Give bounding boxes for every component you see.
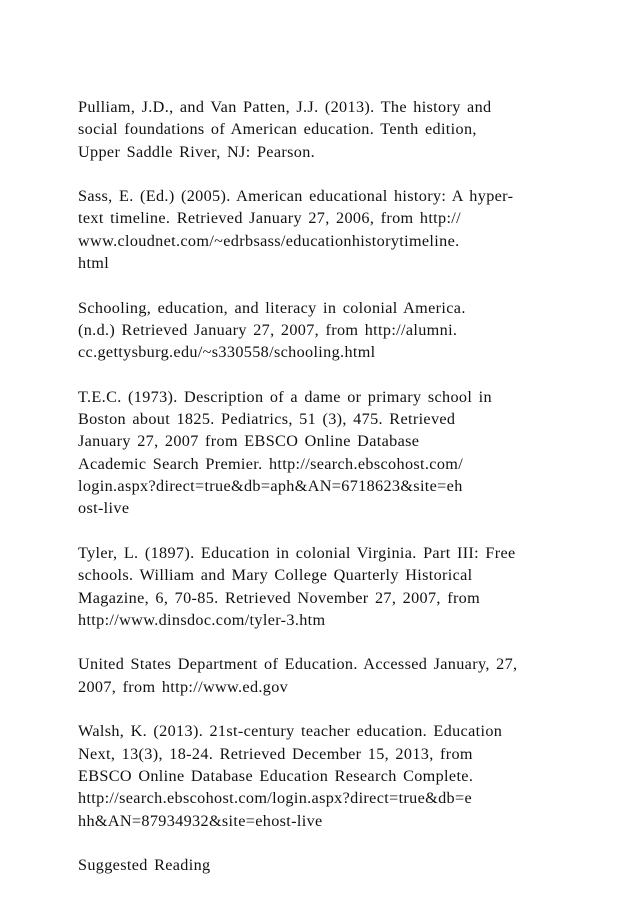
- reference-entry: [78, 653, 558, 698]
- reference-line: Walsh, K. (2013). 21st-century teacher education. Education: [78, 722, 503, 741]
- section-heading: Suggested Reading: [78, 856, 211, 875]
- reference-line: html: [78, 254, 110, 273]
- reference-line: T.E.C. (1973). Description of a dame or primary school in: [78, 387, 492, 406]
- reference-entry: [78, 185, 558, 274]
- reference-entry: [78, 720, 558, 831]
- reference-entry: [78, 96, 558, 163]
- reference-line: login.aspx?direct=true&db=aph&AN=6718623&site=eh: [78, 477, 463, 496]
- reference-line: Tyler, L. (1897). Education in colonial Virginia. Part III: Free: [78, 543, 516, 562]
- reference-line: United States Department of Education. Accessed January, 27,: [78, 655, 518, 674]
- reference-line: hh&AN=87934932&site=ehost-live: [78, 811, 323, 830]
- reference-line: ost-live: [78, 499, 130, 518]
- reference-line: Pulliam, J.D., and Van Patten, J.J. (2013). The history and: [78, 98, 492, 116]
- reference-line: Academic Search Premier. http://search.ebscohost.com/: [78, 454, 464, 473]
- reference-entry: [78, 386, 558, 520]
- reference-line: January 27, 2007 from EBSCO Online Database: [78, 432, 420, 451]
- reference-entry: [78, 542, 558, 631]
- reference-entry: [78, 297, 558, 364]
- reference-line: cc.gettysburg.edu/~s330558/schooling.html: [78, 343, 376, 362]
- reference-line: Next, 13(3), 18-24. Retrieved December 15, 2013, from: [78, 744, 473, 763]
- reference-line: www.cloudnet.com/~edrbsass/educationhistorytimeline.: [78, 231, 460, 250]
- reference-line: Schooling, education, and literacy in colonial America.: [78, 298, 466, 317]
- reference-line: Boston about 1825. Pediatrics, 51 (3), 475. Retrieved: [78, 410, 456, 429]
- reference-line: Upper Saddle River, NJ: Pearson.: [78, 142, 316, 161]
- reference-line: EBSCO Online Database Education Research Complete.: [78, 766, 474, 785]
- reference-line: Sass, E. (Ed.) (2005). American educational history: A hyper-: [78, 187, 514, 206]
- reference-line: schools. William and Mary College Quarterly Historical: [78, 566, 473, 585]
- reference-line: http://www.dinsdoc.com/tyler-3.htm: [78, 610, 326, 629]
- reference-line: http://search.ebscohost.com/login.aspx?direct=true&db=e: [78, 789, 472, 808]
- reference-line: (n.d.) Retrieved January 27, 2007, from http://alumni.: [78, 320, 458, 339]
- reference-line: text timeline. Retrieved January 27, 2006, from http://: [78, 209, 462, 228]
- reference-line: 2007, from http://www.ed.gov: [78, 677, 289, 696]
- reference-line: social foundations of American education. Tenth edition,: [78, 120, 477, 139]
- reference-list: [78, 96, 558, 899]
- reference-line: Magazine, 6, 70-85. Retrieved November 27, 2007, from: [78, 588, 481, 607]
